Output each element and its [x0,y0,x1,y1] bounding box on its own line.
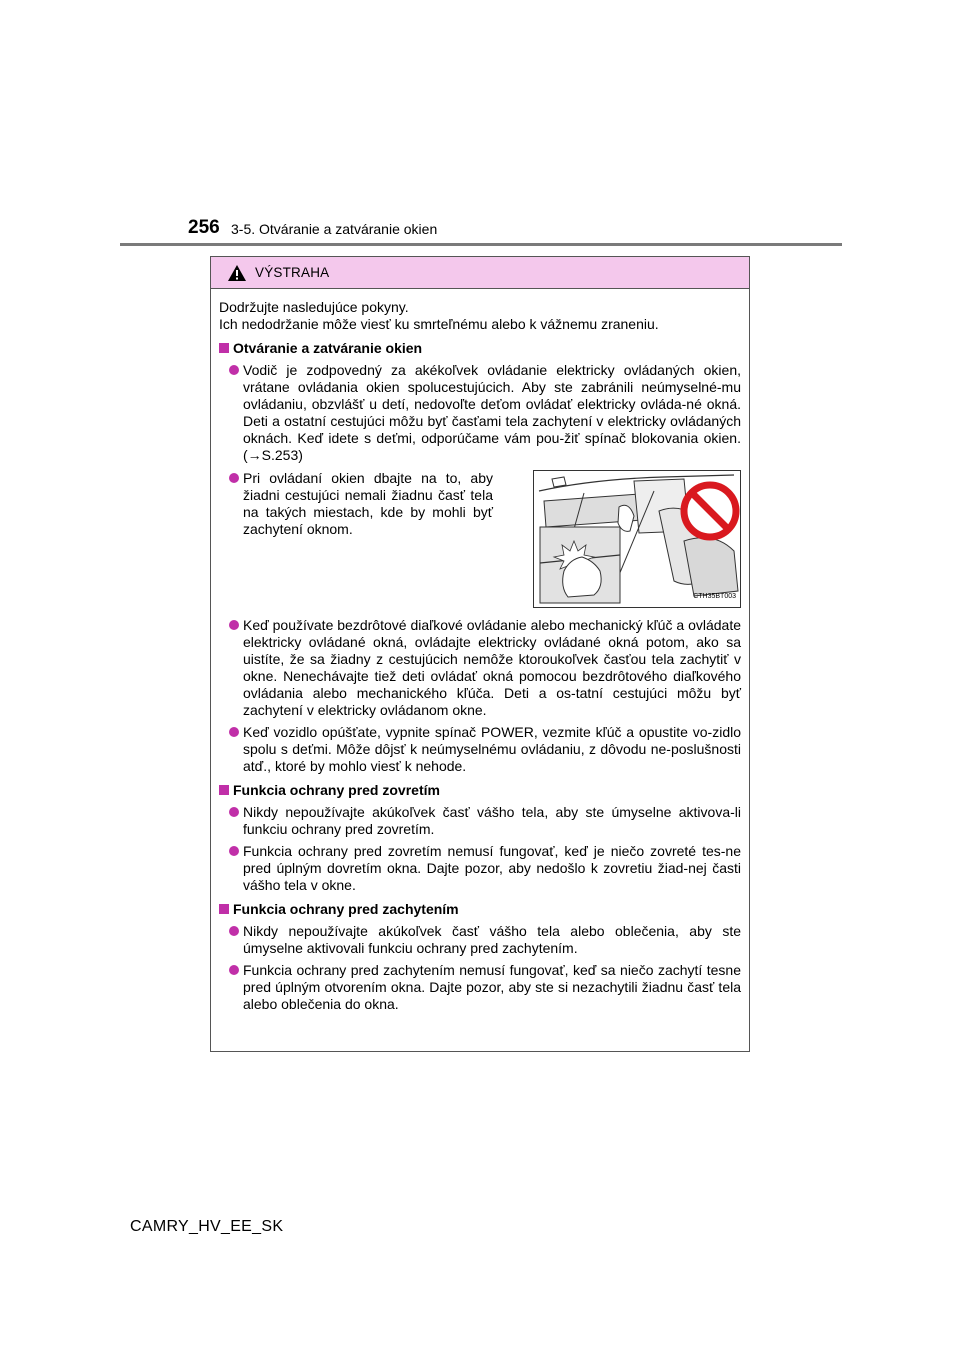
list-item [219,470,493,538]
section-title: 3-5. Otváranie a zatváranie okien [231,221,438,237]
list-item [219,923,741,957]
square-bullet-icon [219,785,229,795]
header-rule [120,243,842,246]
item-text: Funkcia ochrany pred zovretím nemusí fungovať, keď je niečo zovreté tes-ne pred úplným dovretím okna. Dajte pozor, aby nedošlo k zovretiu žiad-nej časti vášho tela v okne. [243,843,741,893]
square-bullet-icon [219,904,229,914]
warning-triangle-icon [227,264,247,282]
bullet-icon [229,846,239,856]
item-text: Vodič je zodpovedný za akékoľvek ovládanie elektricky ovládaných okien, vrátane ovládania okien spolucestujúcich. Aby ste zabránili neúmyselné-mu ovládaniu, obzvlášť u detí, nedovoľte deťom ovládať elektricky ovláda-né okná. Deti a ostatní cestujúci môžu byť časťami tela zachytení v elektricky ovládaných oknách. Keď idete s deťmi, odporúčame vám pou-žiť spínač blokovania okien. (→S.253) [243,362,741,463]
warning-title: VÝSTRAHA [255,265,330,280]
bullet-icon [229,807,239,817]
bullet-icon [229,727,239,737]
footer-code: CAMRY_HV_EE_SK [130,1218,284,1235]
item-text: Pri ovládaní okien dbajte na to, aby žiadni cestujúci nemali žiadnu časť tela na takých miestach, kde by mohli byť zachytení oknom. [243,470,493,537]
list-item [219,617,741,719]
section-heading [219,782,741,799]
list-item [219,804,741,838]
intro-line: Dodržujte nasledujúce pokyny. [219,299,409,315]
window-pinch-illustration [533,470,741,608]
bullet-icon [229,473,239,483]
list-item [219,362,741,464]
heading-text: Funkcia ochrany pred zovretím [233,782,440,798]
bullet-icon [229,365,239,375]
item-text: Keď používate bezdrôtové diaľkové ovládanie alebo mechanický kľúč a ovládate elektricky ovládané okná, ovládajte elektricky ovládané okná potom, ako sa uistíte, že sa žiadny z cestujúcich nemôže ktoroukoľvek časťou tela zachytiť v okne. Nenechávajte tiež deti ovládať okná pomocou bezdrôtového diaľkového ovládania alebo mechanického kľúča. Deti a os-tatní cestujúci môžu byť zachytení v elektricky ovládanom okne. [243,617,741,718]
section-heading [219,340,741,357]
list-item [219,843,741,894]
item-with-figure [219,470,741,612]
list-item [219,962,741,1013]
warning-header [211,257,749,289]
page-number: 256 [188,217,220,238]
square-bullet-icon [219,343,229,353]
warning-box [210,256,750,1052]
item-text: Nikdy nepoužívajte akúkoľvek časť vášho tela, aby ste úmyselne aktivova-li funkciu ochrany pred zovretím. [243,804,741,837]
heading-text: Otváranie a zatváranie okien [233,340,423,356]
bullet-icon [229,965,239,975]
intro-line: Ich nedodržanie môže viesť ku smrteľnému alebo k vážnemu zraneniu. [219,316,659,332]
bullet-icon [229,620,239,630]
warning-intro [219,299,741,333]
car-window-illustration [534,471,740,607]
item-text: Funkcia ochrany pred zachytením nemusí fungovať, keď sa niečo zachytí tesne pred úplným otvorením okna. Dajte pozor, aby ste si nezachytili žiadnu časť tela alebo oblečenia do okna. [243,962,741,1012]
warning-body [211,289,749,1013]
heading-text: Funkcia ochrany pred zachytením [233,901,459,917]
bullet-icon [229,926,239,936]
item-text: Keď vozidlo opúšťate, vypnite spínač POWER, vezmite kľúč a opustite vo-zidlo spolu s deťmi. Môže dôjsť k neúmyselnému ovládaniu, z dôvodu ne-poslušnosti atď., ktoré by mohlo viesť k nehode. [243,724,741,774]
item-text: Nikdy nepoužívajte akúkoľvek časť vášho tela alebo oblečenia, aby ste úmyselne aktivovali funkciu ochrany pred zachytením. [243,923,741,956]
list-item [219,724,741,775]
figure-code: CTH35BT003 [693,593,736,600]
section-heading [219,901,741,918]
